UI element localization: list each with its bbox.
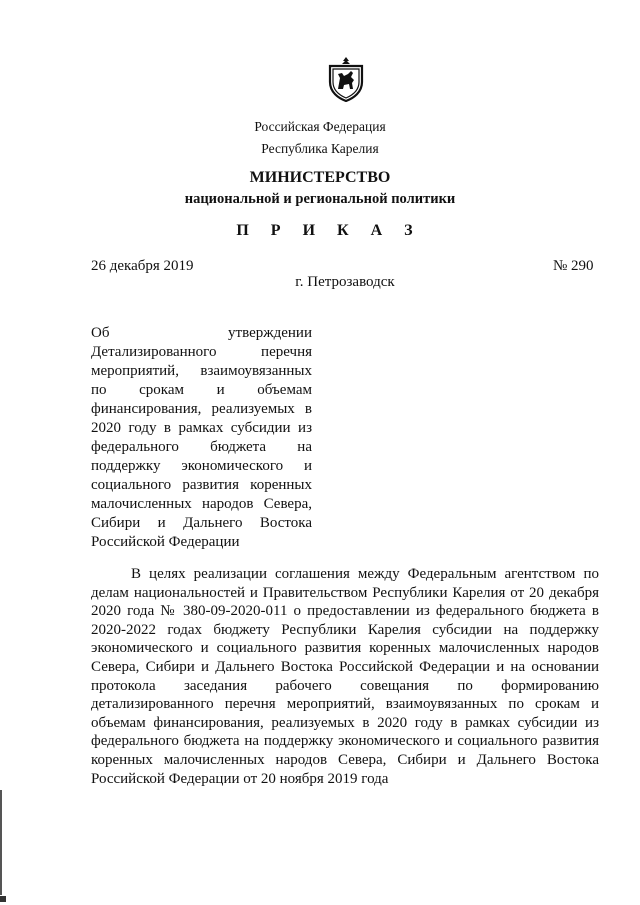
ministry-subtitle: национальной и региональной политики — [184, 191, 456, 207]
document-body: В целях реализации соглашения между Федеральным агентством по делам национальностей и Правительством Республики Карелия от 20 декабря 2020 года № 380-09-2020-011 о предоставлении из федерального бюджета в 2020-2022 годах бюджету Республики Карелия субсидии на поддержку экономического и социального развития коренных малочисленных народов Севера, Сибири и Дальнего Востока Российской Федерации и на основании протокола заседания рабочего совещания по формированию детализированного перечня мероприятий, взаимоувязанных по срокам и объемам финансирования, реализуемых в 2020 году в рамках субсидии из федерального бюджета на поддержку экономического и социального развития коренных малочисленных народов Севера, Сибири и Дальнего Востока Российской Федерации от 20 ноября 2019 года — [91, 566, 599, 787]
document-type: П Р И К А З — [236, 222, 422, 239]
coat-of-arms-icon — [326, 56, 366, 102]
country-name: Российская Федерация — [254, 119, 386, 134]
document-city: г. Петрозаводск — [295, 274, 395, 290]
ministry-title: МИНИСТЕРСТВО — [249, 169, 391, 186]
document-date: 26 декабря 2019 — [91, 258, 194, 274]
document-subject: Об утверждении Детализированного перечня мероприятий, взаимоувязанных по срокам и объемам финансирования, реализуемых в 2020 году в рамках субсидии из федерального бюджета на поддержку экономического и социального развития коренных малочисленных народов Севера, Сибири и Дальнего Востока Российской Федерации — [91, 325, 312, 550]
republic-name: Республика Карелия — [261, 141, 379, 156]
scan-edge-mark — [0, 790, 2, 895]
scan-edge-dot — [0, 896, 6, 902]
document-number: № 290 — [553, 258, 594, 274]
